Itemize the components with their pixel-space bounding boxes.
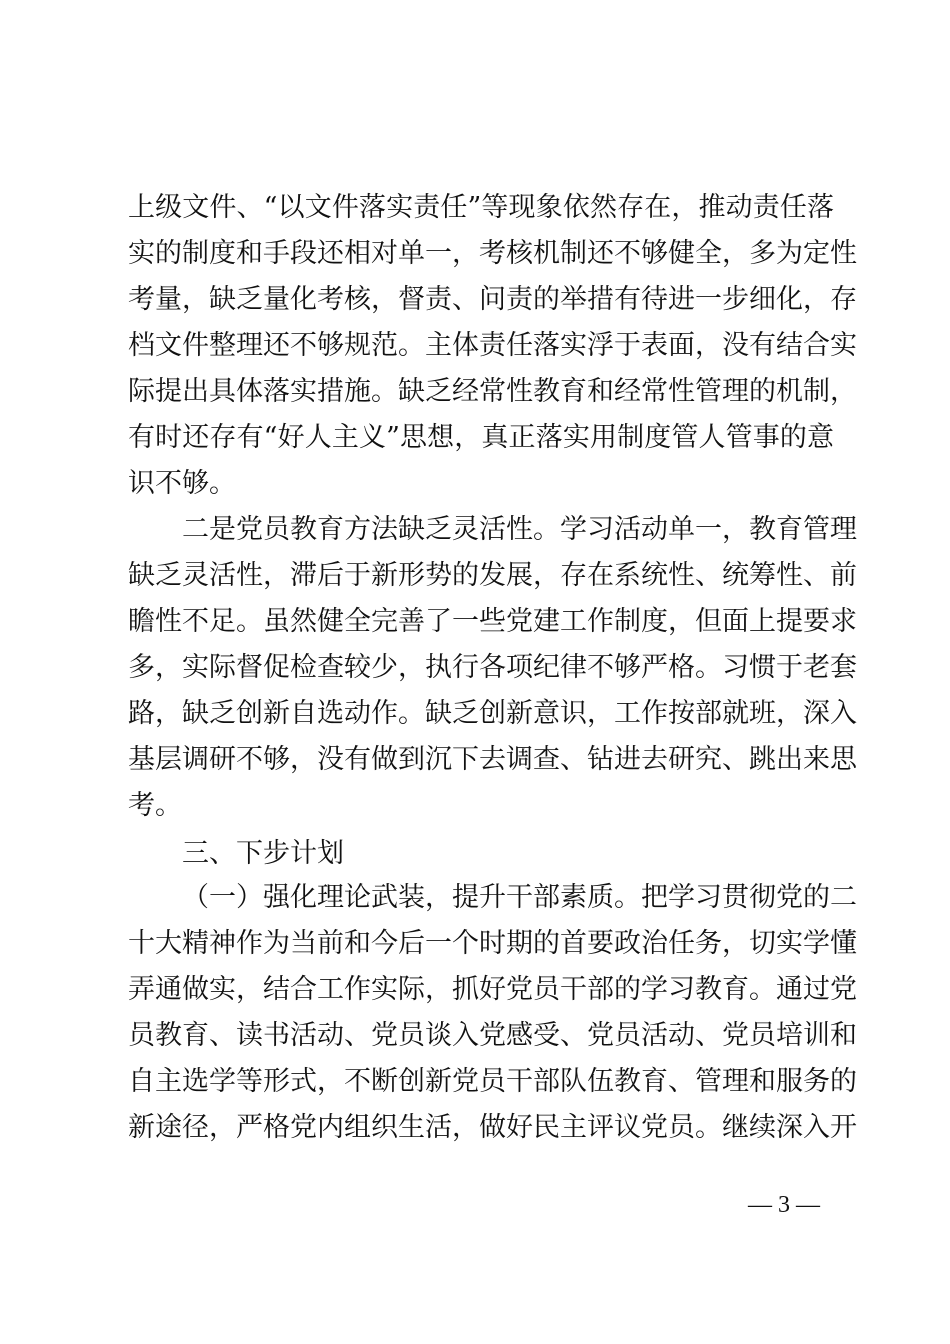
paragraph-3-line-2: 十大精神作为当前和今后一个时期的首要政治任务，切实学懂 [128,928,857,959]
paragraph-2-line-1: 二是党员教育方法缺乏灵活性。学习活动单一，教育管理 [182,514,857,545]
paragraph-1-line-7: 识不够。 [128,468,236,499]
paragraph-1-line-6: 有时还存有“好人主义”思想，真正落实用制度管人管事的意 [128,422,834,453]
paragraph-3-line-1: （一）强化理论武装，提升干部素质。把学习贯彻党的二 [182,882,857,913]
paragraph-2-line-2: 缺乏灵活性，滞后于新形势的发展，存在系统性、统筹性、前 [128,560,857,591]
paragraph-3-line-4: 员教育、读书活动、党员谈入党感受、党员活动、党员培训和 [128,1020,857,1051]
paragraph-2-line-7: 考。 [128,790,182,821]
paragraph-3-line-5: 自主选学等形式，不断创新党员干部队伍教育、管理和服务的 [128,1066,857,1097]
paragraph-3-line-6: 新途径，严格党内组织生活，做好民主评议党员。继续深入开 [128,1112,857,1143]
paragraph-1-line-1: 上级文件、“以文件落实责任”等现象依然存在，推动责任落 [128,192,834,223]
paragraph-1-line-2: 实的制度和手段还相对单一，考核机制还不够健全，多为定性 [128,238,857,269]
paragraph-3-line-3: 弄通做实，结合工作实际，抓好党员干部的学习教育。通过党 [128,974,857,1005]
section-heading: 三、下步计划 [182,838,344,869]
paragraph-2-line-6: 基层调研不够，没有做到沉下去调查、钻进去研究、跳出来思 [128,744,857,775]
paragraph-1-line-5: 际提出具体落实措施。缺乏经常性教育和经常性管理的机制， [128,376,857,407]
paragraph-1-line-4: 档文件整理还不够规范。主体责任落实浮于表面，没有结合实 [128,330,857,361]
paragraph-2-line-5: 路，缺乏创新自选动作。缺乏创新意识，工作按部就班，深入 [128,698,857,729]
page-number: — 3 — [748,1192,820,1218]
paragraph-2-line-3: 瞻性不足。虽然健全完善了一些党建工作制度，但面上提要求 [128,606,857,637]
paragraph-2-line-4: 多，实际督促检查较少，执行各项纪律不够严格。习惯于老套 [128,652,857,683]
paragraph-1-line-3: 考量，缺乏量化考核，督责、问责的举措有待进一步细化，存 [128,284,857,315]
